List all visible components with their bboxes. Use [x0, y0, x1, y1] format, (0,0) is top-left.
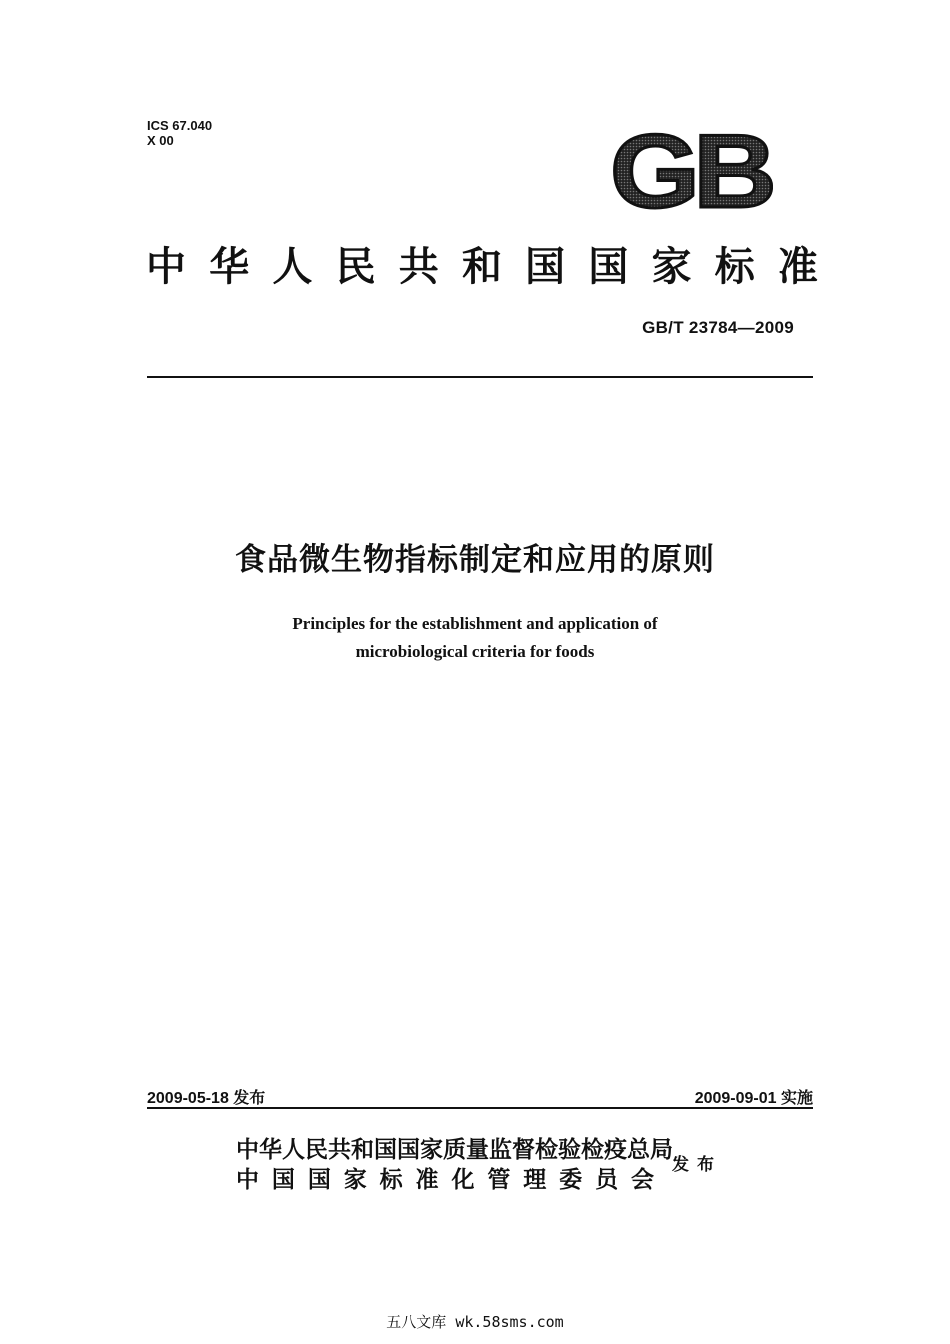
title-char: 人: [272, 242, 313, 290]
top-divider: [147, 376, 813, 378]
ics-code: ICS 67.040: [147, 118, 213, 133]
title-char: 标: [714, 242, 755, 290]
issuer-sac: [236, 1165, 654, 1195]
issuer-char: 准: [415, 1167, 439, 1193]
title-char: 民: [335, 242, 376, 290]
title-char: 准: [777, 242, 818, 290]
standard-number: GB/T 23784—2009: [642, 318, 794, 337]
gb-logo: [608, 127, 773, 214]
issuer-char: 委: [559, 1167, 583, 1193]
title-char: 和: [461, 242, 502, 290]
issuer-char: 理: [523, 1167, 547, 1193]
ccs-code: X 00: [147, 133, 174, 148]
issuer-char: 员: [595, 1167, 619, 1193]
issuer-char: 家: [343, 1167, 367, 1193]
issuer-char: 化: [451, 1167, 475, 1193]
bottom-divider: [147, 1107, 813, 1109]
implementation-date: 2009-09-01 实施: [694, 1090, 813, 1107]
english-title-line-1: Principles for the establishment and application of: [292, 614, 658, 633]
title-char: 中: [146, 242, 186, 290]
title-char: 共: [398, 242, 439, 290]
issuer-aqsiq: 中华人民共和国国家质量监督检验检疫总局: [236, 1137, 673, 1163]
publish-label: 发布: [672, 1155, 722, 1175]
issuing-authorities: [236, 1135, 673, 1195]
site-watermark[interactable]: 五八文库 wk.58sms.com: [386, 1313, 564, 1331]
issuer-char: 管: [487, 1167, 511, 1193]
issuer-char: 国: [271, 1167, 295, 1193]
chinese-title: 食品微生物指标制定和应用的原则: [235, 542, 715, 578]
title-char: 家: [651, 242, 692, 290]
gb-logo-text: GB: [610, 127, 773, 214]
issuer-char: 国: [307, 1167, 331, 1193]
english-title-line-2: microbiological criteria for foods: [355, 642, 595, 661]
title-char: 国: [588, 242, 629, 290]
issue-date: 2009-05-18 发布: [147, 1090, 266, 1107]
classification-codes: [147, 118, 212, 148]
issuer-char: 会: [630, 1167, 654, 1193]
title-char: 国: [525, 242, 566, 290]
english-title: [0, 610, 950, 666]
issuer-char: 标: [379, 1167, 403, 1193]
national-standard-title: [146, 238, 818, 288]
issuer-char: 中: [236, 1167, 259, 1193]
title-char: 华: [209, 242, 250, 290]
